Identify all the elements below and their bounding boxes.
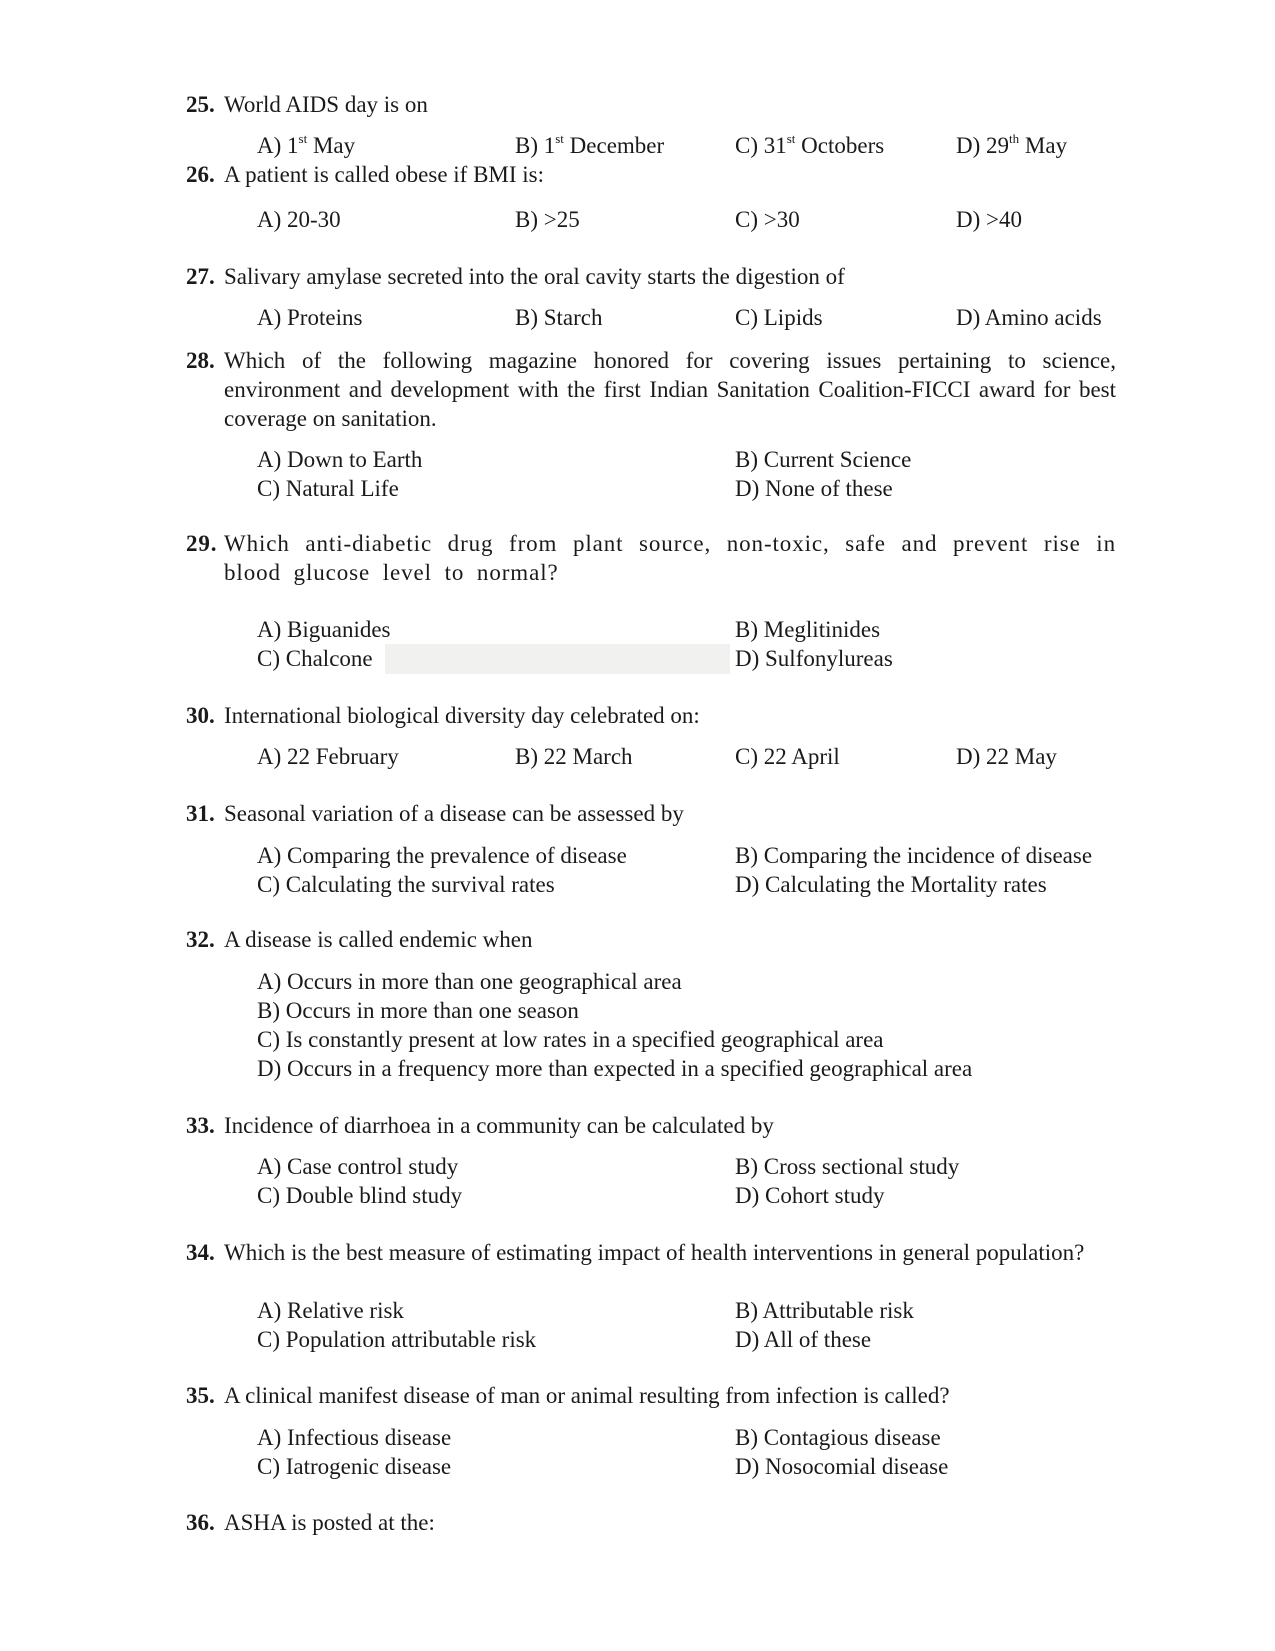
option-c[interactable]: C) Calculating the survival rates <box>257 872 555 897</box>
highlight-band <box>385 644 730 674</box>
option-c[interactable]: C) Iatrogenic disease <box>257 1454 452 1479</box>
option-a[interactable]: A) 1st May <box>257 131 356 158</box>
question-stem: A patient is called obese if BMI is: <box>224 162 545 187</box>
question-35 <box>186 1381 1116 1410</box>
question-number: 29. <box>186 531 218 556</box>
option-b[interactable]: B) 22 March <box>515 744 633 769</box>
option-c[interactable]: C) Chalcone <box>257 646 373 671</box>
option-a[interactable]: A) 20-30 <box>257 207 341 232</box>
option-b[interactable]: B) Comparing the incidence of disease <box>735 843 1093 868</box>
option-b[interactable]: B) >25 <box>515 207 580 232</box>
question-stem: Incidence of diarrhoea in a community can be calculated by <box>224 1113 774 1138</box>
option-d[interactable]: D) Cohort study <box>735 1183 885 1208</box>
option-a[interactable]: A) Proteins <box>257 305 363 330</box>
question-text <box>186 262 1116 291</box>
question-33 <box>186 1111 1116 1140</box>
question-29 <box>186 529 1116 587</box>
question-stem: Salivary amylase secreted into the oral cavity starts the digestion of <box>224 264 845 289</box>
option-b[interactable]: B) Occurs in more than one season <box>257 998 579 1023</box>
question-text <box>186 1381 1116 1410</box>
option-d[interactable]: D) Amino acids <box>956 305 1102 330</box>
question-stem: International biological diversity day celebrated on: <box>224 703 700 728</box>
option-b[interactable]: B) Cross sectional study <box>735 1154 960 1179</box>
question-stem: A clinical manifest disease of man or animal resulting from infection is called? <box>224 1383 950 1408</box>
question-stem: Seasonal variation of a disease can be assessed by <box>224 801 684 826</box>
option-b[interactable]: B) Starch <box>515 305 603 330</box>
question-text <box>186 925 1116 954</box>
question-number: 35. <box>186 1383 215 1408</box>
question-text <box>186 346 1116 433</box>
option-c[interactable]: C) 31st Octobers <box>735 131 885 158</box>
question-36 <box>186 1508 1116 1537</box>
question-number: 31. <box>186 801 215 826</box>
option-c[interactable]: C) >30 <box>735 207 800 232</box>
option-d[interactable]: D) >40 <box>956 207 1022 232</box>
question-text <box>186 701 1116 730</box>
question-number: 28. <box>186 348 215 373</box>
option-a[interactable]: A) 22 February <box>257 744 399 769</box>
option-d[interactable]: D) Calculating the Mortality rates <box>735 872 1047 897</box>
question-text <box>186 1111 1116 1140</box>
question-text <box>186 1238 1116 1267</box>
question-stem: World AIDS day is on <box>224 92 428 117</box>
option-d[interactable]: D) Occurs in a frequency more than expected in a specified geographical area <box>257 1056 973 1081</box>
option-d[interactable]: D) Nosocomial disease <box>735 1454 949 1479</box>
question-26 <box>186 160 1116 189</box>
question-stem: A disease is called endemic when <box>224 927 533 952</box>
option-c[interactable]: C) Natural Life <box>257 476 399 501</box>
question-30 <box>186 701 1116 730</box>
option-c[interactable]: C) Lipids <box>735 305 823 330</box>
option-b[interactable]: B) Contagious disease <box>735 1425 941 1450</box>
option-a[interactable]: A) Biguanides <box>257 617 391 642</box>
question-stem: ASHA is posted at the: <box>224 1510 435 1535</box>
option-d[interactable]: D) Sulfonylureas <box>735 646 893 671</box>
question-27 <box>186 262 1116 291</box>
option-c[interactable]: C) Is constantly present at low rates in a specified geographical area <box>257 1027 884 1052</box>
option-a[interactable]: A) Occurs in more than one geographical area <box>257 969 682 994</box>
question-number: 26. <box>186 162 215 187</box>
question-text <box>186 799 1116 828</box>
option-b[interactable]: B) 1st December <box>515 131 665 158</box>
question-number: 30. <box>186 703 215 728</box>
question-34 <box>186 1238 1116 1267</box>
option-a[interactable]: A) Infectious disease <box>257 1425 452 1450</box>
option-b[interactable]: B) Current Science <box>735 447 912 472</box>
option-d[interactable]: D) 22 May <box>956 744 1057 769</box>
option-d[interactable]: D) None of these <box>735 476 893 501</box>
option-b[interactable]: B) Attributable risk <box>735 1298 914 1323</box>
question-32 <box>186 925 1116 954</box>
question-number: 33. <box>186 1113 215 1138</box>
question-number: 36. <box>186 1510 215 1535</box>
question-stem: Which of the following magazine honored for covering issues pertaining to science, environment and development with the first Indian Sanitation Coalition-FICCI award for best coverage on sanitation. <box>224 348 1116 431</box>
question-25 <box>186 90 1116 119</box>
option-a[interactable]: A) Comparing the prevalence of disease <box>257 843 627 868</box>
question-text <box>186 529 1116 587</box>
question-28 <box>186 346 1116 433</box>
question-number: 34. <box>186 1240 215 1265</box>
option-c[interactable]: C) Population attributable risk <box>257 1327 537 1352</box>
question-text <box>186 1508 1116 1537</box>
question-number: 32. <box>186 927 215 952</box>
option-d[interactable]: D) All of these <box>735 1327 872 1352</box>
question-stem: Which anti-diabetic drug from plant source, non-toxic, safe and prevent rise in blood glucose level to normal? <box>224 531 1116 585</box>
question-number: 25. <box>186 92 215 117</box>
option-a[interactable]: A) Relative risk <box>257 1298 404 1323</box>
option-a[interactable]: A) Down to Earth <box>257 447 423 472</box>
question-stem: Which is the best measure of estimating impact of health interventions in general population? <box>224 1240 1085 1265</box>
option-b[interactable]: B) Meglitinides <box>735 617 881 642</box>
question-text <box>186 90 1116 119</box>
question-text <box>186 160 1116 189</box>
question-number: 27. <box>186 264 215 289</box>
option-c[interactable]: C) Double blind study <box>257 1183 463 1208</box>
option-c[interactable]: C) 22 April <box>735 744 840 769</box>
option-a[interactable]: A) Case control study <box>257 1154 459 1179</box>
question-31 <box>186 799 1116 828</box>
option-d[interactable]: D) 29th May <box>956 131 1068 158</box>
